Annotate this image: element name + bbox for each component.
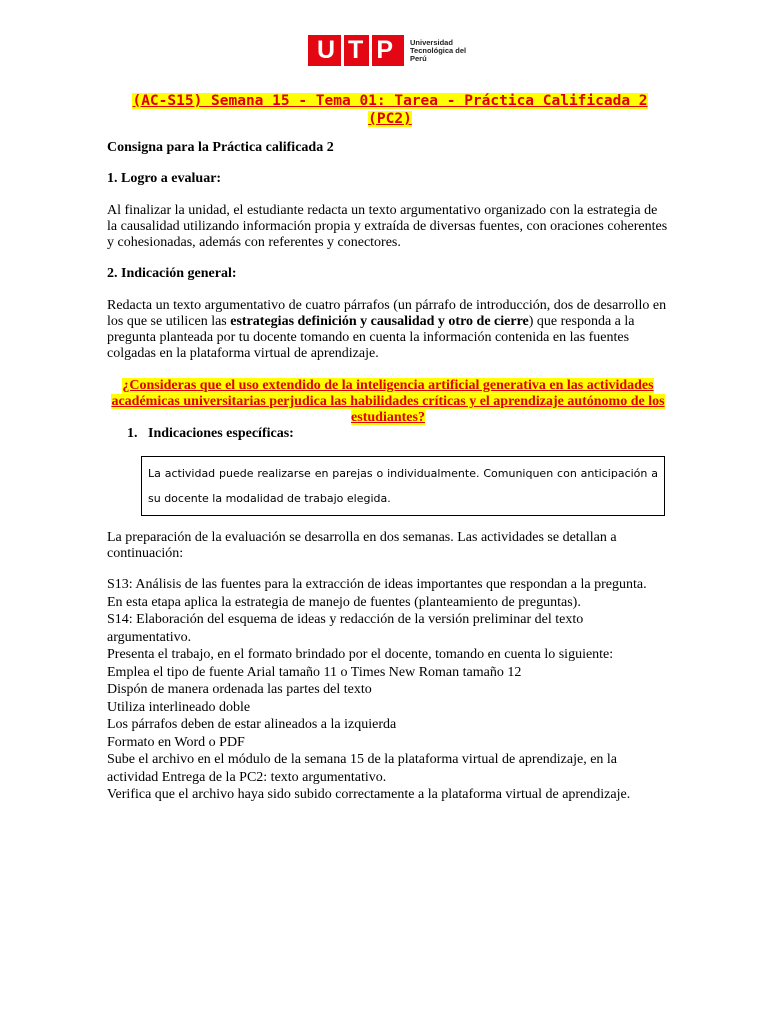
- logo-subtext: Universidad Tecnológica del Perú: [410, 37, 467, 63]
- step-line: Presenta el trabajo, en el formato brindado por el docente, tomando en cuenta lo siguiente:: [107, 647, 614, 662]
- logro-heading: 1. Logro a evaluar:: [107, 171, 222, 186]
- especificas-heading: [127, 426, 669, 442]
- logro-text: Al finalizar la unidad, el estudiante redacta un texto argumentativo organizado con la estrategia de la causalidad utilizando información propia y extraída de diversas fuentes, con oraciones coherentes y cohesionadas, además con referentes y conectores.: [107, 203, 668, 250]
- document-body: [107, 140, 669, 804]
- indicacion-heading: 2. Indicación general:: [107, 266, 237, 281]
- preparacion-text: La preparación de la evaluación se desarrolla en dos semanas. Las actividades se detallan a continuación:: [107, 530, 617, 561]
- logo-letter-t: T: [348, 36, 366, 64]
- especificas-heading-text: Indicaciones específicas:: [148, 426, 294, 441]
- step-line: Los párrafos deben de estar alineados a la izquierda: [107, 717, 397, 732]
- step-line: Dispón de manera ordenada las partes del texto: [107, 682, 372, 697]
- step-line: En esta etapa aplica la estrategia de manejo de fuentes (planteamiento de preguntas).: [107, 594, 581, 610]
- indicacion-text: [107, 298, 669, 362]
- utp-logo: [308, 35, 470, 66]
- step-line: Utiliza interlineado doble: [107, 699, 251, 715]
- step-line: S14: Elaboración del esquema de ideas y redacción de la versión preliminar del texto argumentativo.: [107, 612, 584, 645]
- logo-letter-p: P: [376, 36, 396, 64]
- consigna-heading: Consigna para la Práctica calificada 2: [107, 140, 334, 155]
- step-line: Sube el archivo en el módulo de la semana 15 de la plataforma virtual de aprendizaje, en la actividad Entrega de la PC2: texto argumentativo.: [107, 752, 618, 785]
- step-line: Verifica que el archivo haya sido subido correctamente a la plataforma virtual de aprendizaje.: [107, 787, 631, 802]
- research-question: [107, 378, 669, 426]
- assignment-title[interactable]: [110, 92, 670, 128]
- utp-logo-mark: [308, 35, 404, 66]
- step-line: Emplea el tipo de fuente Arial tamaño 11 o Times New Roman tamaño 12: [107, 664, 522, 680]
- activity-steps: [107, 576, 669, 804]
- title-text: (AC-S15) Semana 15 - Tema 01: Tarea - Práctica Calificada 2 (PC2): [132, 93, 648, 127]
- indicacion-text-part1: Redacta un texto argumentativo de cuatro párrafos (un párrafo de introducción, dos de desarrollo en los que se utilicen las: [107, 298, 667, 329]
- activity-note-box: La actividad puede realizarse en parejas o individualmente. Comuniquen con anticipación a su docente la modalidad de trabajo elegida.: [141, 456, 665, 516]
- especificas-number: 1.: [127, 426, 138, 441]
- indicacion-text-bold: estrategias definición y causalidad y otro de cierre: [230, 314, 529, 329]
- indicacion-text-part2: ) que responda a la pregunta planteada por tu docente tomando en cuenta la información contenida en las fuentes colgadas en la plataforma virtual de aprendizaje.: [107, 314, 635, 361]
- research-question-text: ¿Consideras que el uso extendido de la inteligencia artificial generativa en las actividades académicas universitarias perjudica las habilidades críticas y el aprendizaje autónomo de los estudiantes?: [111, 378, 665, 425]
- logo-letter-u: U: [316, 36, 338, 64]
- step-line: Formato en Word o PDF: [107, 734, 245, 750]
- step-line: S13: Análisis de las fuentes para la extracción de ideas importantes que respondan a la pregunta.: [107, 577, 647, 592]
